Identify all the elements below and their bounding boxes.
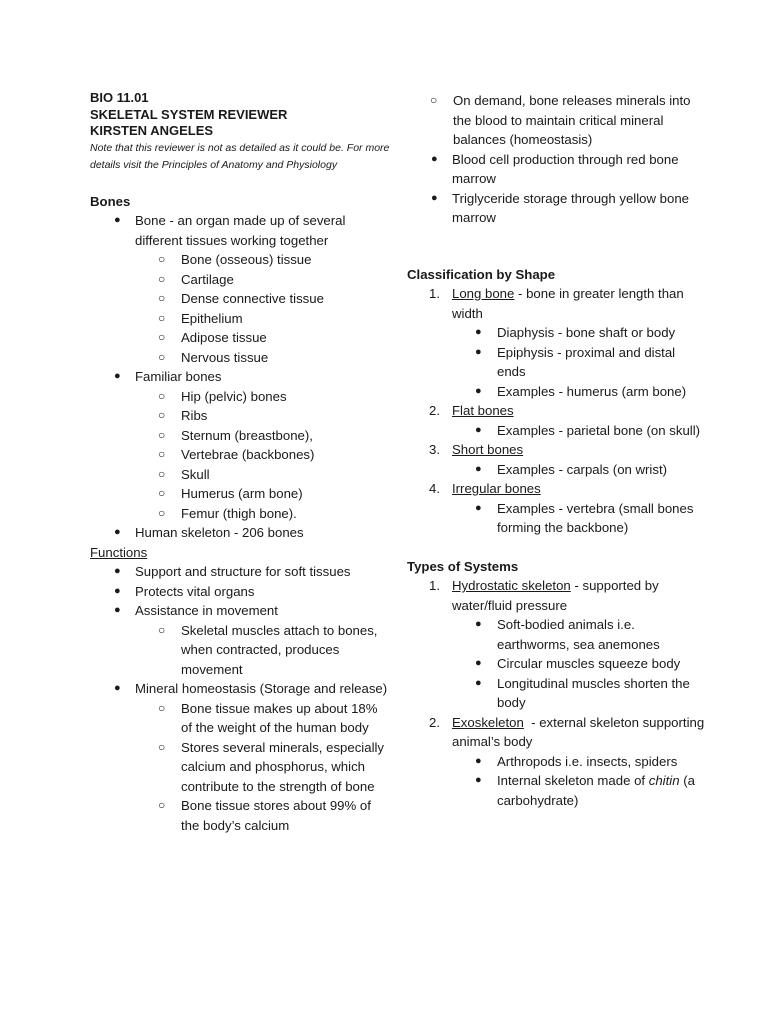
term-flat-bones: Flat bones [452,403,514,418]
list-item-text: Nervous tissue [181,349,269,365]
author-name: KIRSTEN ANGELES [90,123,214,138]
list-item [407,343,707,382]
list-item-text: Examples - vertebra (small bones forming the backbone) [497,500,694,535]
list-item [90,582,390,602]
list-item-text: Diaphysis - bone shaft or body [497,325,676,340]
bones-list [90,211,390,543]
list-item-text-end: (a carbohydrate) [497,773,695,808]
term-exoskeleton: Exoskeleton [452,714,524,730]
hollow-bullet-icon: ○ [158,466,166,481]
term-hydrostatic-skeleton: Hydrostatic skeleton [452,578,571,593]
list-item [407,323,707,343]
term-short-bones: Short bones [452,442,524,457]
list-item-text: Epiphysis - proximal and distal ends [497,344,676,379]
list-item [90,406,390,426]
hollow-bullet-icon: ○ [430,93,438,107]
list-item-text: Bone tissue makes up about 18% of the weight of the human body [181,700,378,735]
list-item-text: Support and structure for soft tissues [135,564,351,579]
irregular-bones-sublist [452,499,707,538]
mineral-sublist [135,699,390,836]
bullet-icon: ● [475,501,482,514]
mineral-sublist-continued [407,91,707,150]
list-item [407,382,707,402]
list-item-text: Soft-bodied animals i.e. earthworms, sea anemones [497,617,660,652]
list-item [362,91,707,150]
list-item [407,499,707,538]
bullet-icon: ● [475,326,482,338]
list-item-text: Hip (pelvic) bones [181,388,287,404]
hollow-bullet-icon: ○ [158,310,166,325]
list-item [407,401,707,440]
movement-sublist [135,621,390,680]
list-item [90,270,390,290]
chitin-term: chitin [648,773,680,788]
list-item-text: Femur (thigh bone). [181,505,297,521]
list-item [90,348,390,368]
functions-heading: Functions [90,544,148,560]
list-item [407,576,707,713]
list-item-text: Arthropods i.e. insects, spiders [497,753,678,769]
list-item [90,621,390,680]
list-item [90,250,390,270]
hollow-bullet-icon: ○ [158,700,166,715]
list-item [90,289,390,309]
list-item [90,523,390,543]
hollow-bullet-icon: ○ [158,427,166,442]
list-item-text: Examples - carpals (on wrist) [497,461,668,477]
hollow-bullet-icon: ○ [158,388,166,403]
bullet-icon: ● [114,604,121,616]
bullet-icon: ● [475,774,482,786]
list-item-text: Human skeleton - 206 bones [135,525,304,540]
list-item-text: Longitudinal muscles shorten the body [497,675,690,710]
right-column [407,91,707,810]
long-bone-sublist [452,323,707,401]
list-item [90,562,390,582]
bullet-icon: ● [431,191,438,204]
term-definition: - supported by water/fluid pressure [452,578,659,613]
list-item [407,284,707,401]
list-item-text: Triglyceride storage through yellow bone marrow [452,190,690,225]
list-item-text: Examples - parietal bone (on skull) [497,422,701,438]
list-item-text: Assistance in movement [135,603,278,618]
list-item-text: On demand, bone releases minerals into the blood to maintain critical mineral balances (homeostasis) [453,93,691,147]
list-item-text: Skull [181,466,210,482]
list-item [90,387,390,407]
list-item-text: Sternum (breastbone), [181,427,313,443]
list-item-text: Blood cell production through red bone marrow [452,151,679,186]
list-item [90,445,390,465]
bullet-icon: ● [475,618,482,630]
list-item [90,328,390,348]
list-item [407,91,707,150]
list-item [407,440,707,479]
list-item-text: Internal skeleton made of [497,773,649,788]
systems-heading: Types of Systems [407,558,519,574]
list-item [407,654,707,674]
hydrostatic-sublist [452,615,707,713]
hollow-bullet-icon: ○ [158,622,166,637]
exoskeleton-sublist [452,752,707,811]
familiar-bones-list [135,387,390,524]
hollow-bullet-icon: ○ [158,291,166,305]
list-item-text: Skeletal muscles attach to bones, when contracted, produces movement [181,622,378,677]
list-item [90,679,390,835]
list-item-text: Examples - humerus (arm bone) [497,383,687,399]
tissues-list [135,250,390,367]
list-item [90,484,390,504]
list-item-text: Dense connective tissue [181,291,324,306]
functions-list-continued [407,91,707,228]
list-item [90,465,390,485]
list-number: 1. [429,578,440,593]
bullet-icon: ● [114,565,121,577]
bullet-icon: ● [475,676,482,689]
list-item [407,150,707,189]
hollow-bullet-icon: ○ [158,330,166,344]
list-item [407,771,707,810]
term-long-bone: Long bone [452,286,515,301]
list-item [90,601,390,679]
systems-list [407,576,707,810]
course-code: BIO 11.01 [90,90,149,105]
short-bones-sublist [452,460,707,480]
list-item [90,796,390,835]
intro-note: Note that this reviewer is not as detailed as it could be. For more details visit the Principles of Anatomy and Physiology [90,141,390,171]
list-item [90,367,390,523]
hollow-bullet-icon: ○ [158,252,166,266]
list-item [407,479,707,538]
list-number: 1. [429,286,440,301]
list-item-text: Epithelium [181,310,243,326]
bullet-icon: ● [475,423,482,436]
hollow-bullet-icon: ○ [158,798,166,812]
list-item-text: Vertebrae (backbones) [181,447,315,462]
list-item [90,738,390,797]
list-item [407,460,707,480]
list-item-text: Stores several minerals, especially calcium and phosphorus, which contribute to the strength of bone [181,739,385,794]
list-item-text: Cartilage [181,271,234,287]
bullet-icon: ● [114,526,121,538]
bullet-icon: ● [114,214,121,226]
hollow-bullet-icon: ○ [158,349,166,364]
list-item-text: Protects vital organs [135,583,255,599]
flat-bones-sublist [452,421,707,441]
term-definition: - bone in greater length than width [452,286,684,321]
list-number: 2. [429,714,440,730]
list-item [407,615,707,654]
term-irregular-bones: Irregular bones [452,481,541,496]
bullet-icon: ● [475,462,482,475]
shape-list [407,284,707,538]
list-item-text: Circular muscles squeeze body [497,656,681,671]
bullet-icon: ● [114,682,121,694]
term-definition: - external skeleton supporting animal’s body [452,714,708,749]
list-item [407,674,707,713]
shape-heading: Classification by Shape [407,266,556,282]
bullet-icon: ● [475,657,482,669]
hollow-bullet-icon: ○ [158,739,166,754]
hollow-bullet-icon: ○ [158,447,166,461]
hollow-bullet-icon: ○ [158,486,166,500]
list-item [90,426,390,446]
list-item-text: Familiar bones [135,369,222,384]
document-title: SKELETAL SYSTEM REVIEWER [90,106,288,122]
hollow-bullet-icon: ○ [158,505,166,520]
list-item [90,504,390,524]
bullet-icon: ● [114,370,121,382]
list-item [407,752,707,772]
list-item [407,713,707,811]
left-column [90,90,390,835]
bullet-icon: ● [431,152,438,165]
hollow-bullet-icon: ○ [158,408,166,422]
list-item [407,421,707,441]
hollow-bullet-icon: ○ [158,271,166,286]
list-item-text: Humerus (arm bone) [181,486,303,501]
bullet-icon: ● [475,345,482,358]
list-item-text: Mineral homeostasis (Storage and release) [135,681,388,696]
functions-list [90,562,390,835]
bullet-icon: ● [475,384,482,397]
bullet-icon: ● [475,754,482,767]
list-item [90,699,390,738]
list-item-text: Ribs [181,408,208,423]
list-item [407,189,707,228]
bullet-icon: ● [114,584,121,597]
list-item-text: Bone - an organ made up of several different tissues working together [135,213,346,248]
bones-heading: Bones [90,193,131,209]
list-number: 4. [429,481,440,496]
list-item-text: Bone (osseous) tissue [181,252,312,267]
list-item-text: Bone tissue stores about 99% of the body’s calcium [181,798,371,833]
list-item-text: Adipose tissue [181,330,267,345]
list-number: 3. [429,442,440,457]
list-item [90,211,390,367]
list-item [90,309,390,329]
list-number: 2. [429,403,440,418]
